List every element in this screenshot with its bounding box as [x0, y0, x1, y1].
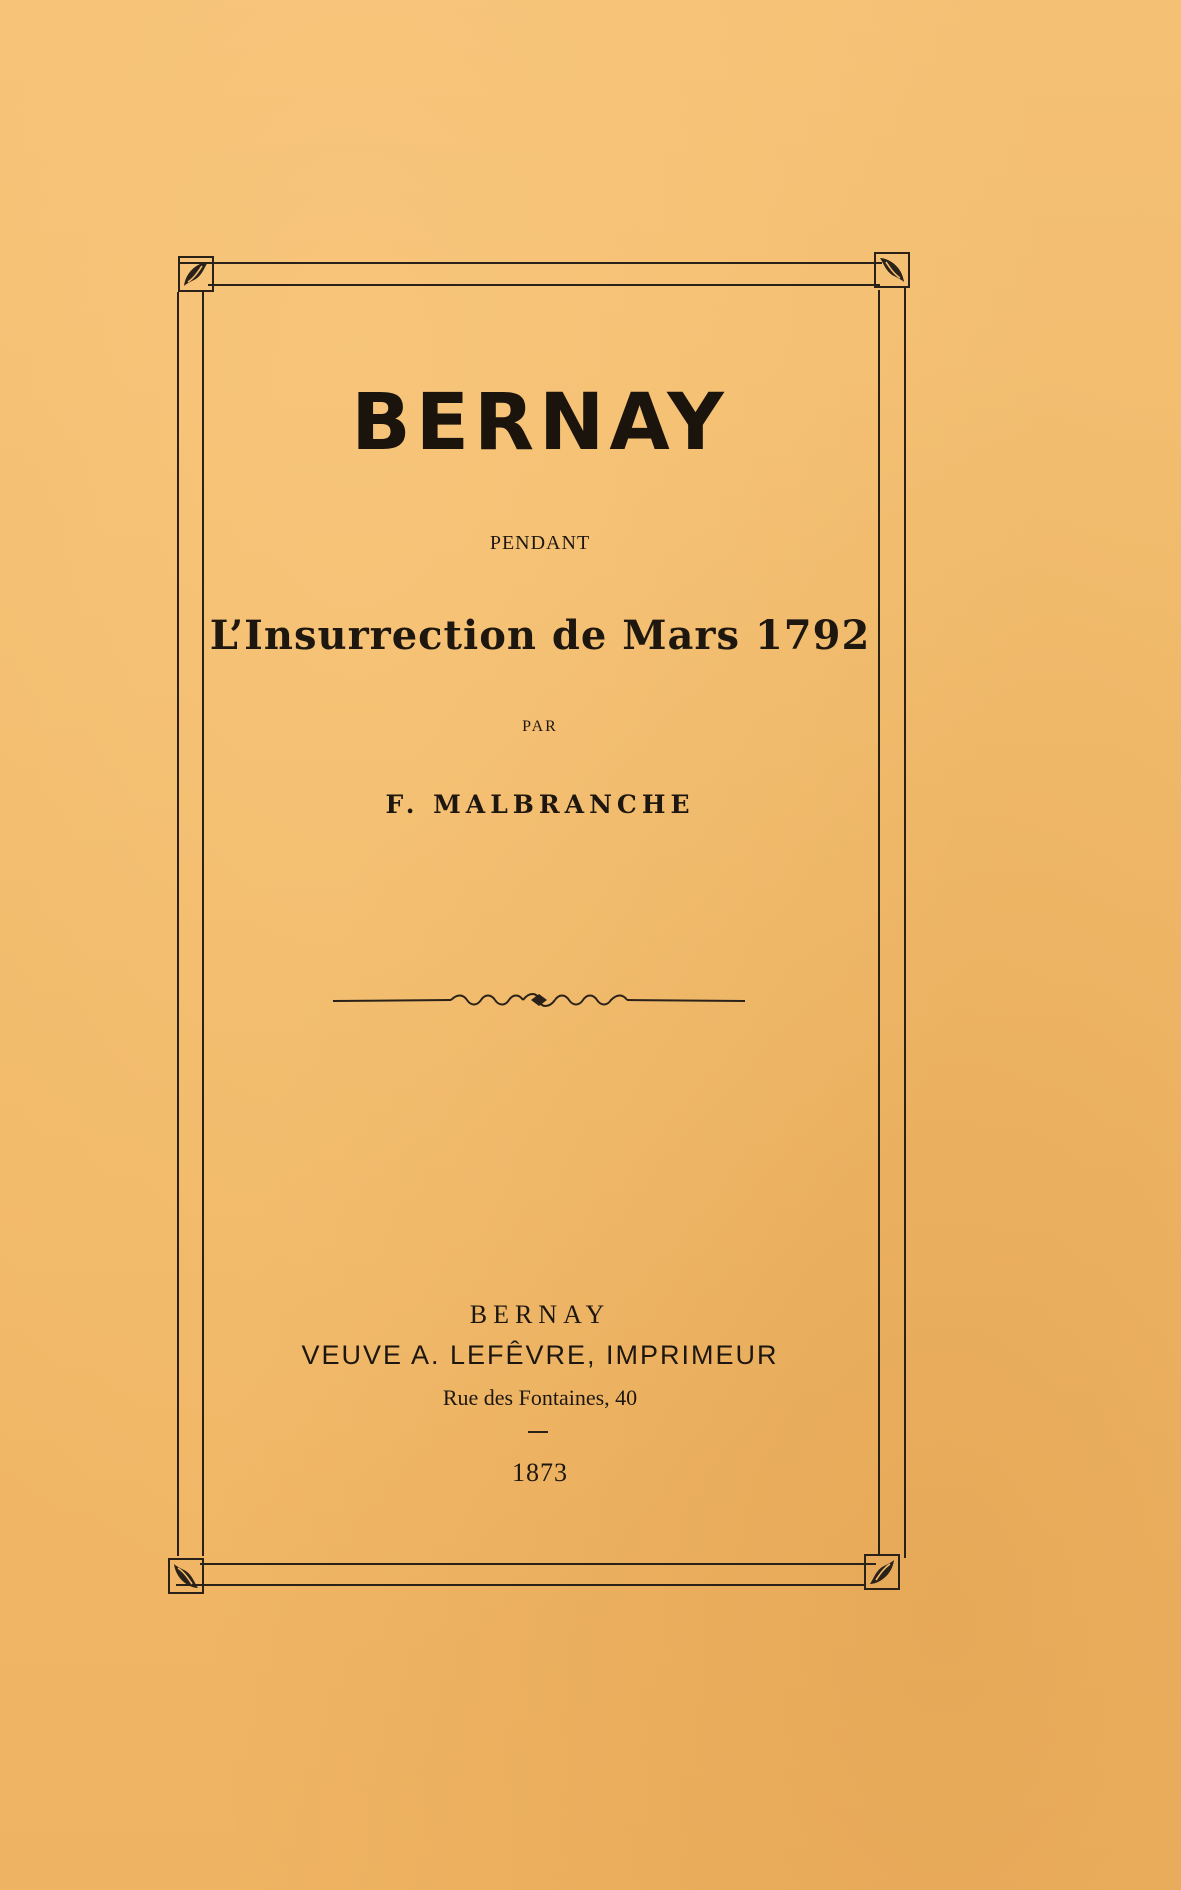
imprint-dash	[528, 1431, 548, 1433]
corner-ornament-icon	[178, 256, 214, 292]
flourish-divider-icon	[333, 990, 745, 1012]
cover-author: F. MALBRANCHE	[385, 790, 695, 819]
imprint-city: BERNAY	[469, 1300, 611, 1329]
imprint-year: 1873	[512, 1458, 568, 1487]
imprint-address: Rue des Fontaines, 40	[442, 1385, 638, 1410]
frame-bottom-outer	[200, 1563, 876, 1565]
cover-subtitle: L’Insurrection de Mars 1792	[209, 612, 871, 659]
cover-par: PAR	[522, 718, 558, 735]
frame-top-outer	[180, 262, 882, 264]
frame-bottom-inner	[176, 1584, 866, 1586]
frame-top-inner	[208, 284, 880, 286]
imprint-printer: VEUVE A. LEFÊVRE, IMPRIMEUR	[301, 1340, 779, 1370]
corner-ornament-icon	[874, 252, 910, 288]
corner-ornament-icon	[864, 1554, 900, 1590]
cover-pendant: PENDANT	[489, 532, 591, 554]
cover-title: BERNAY	[351, 378, 729, 468]
corner-ornament-icon	[168, 1558, 204, 1594]
